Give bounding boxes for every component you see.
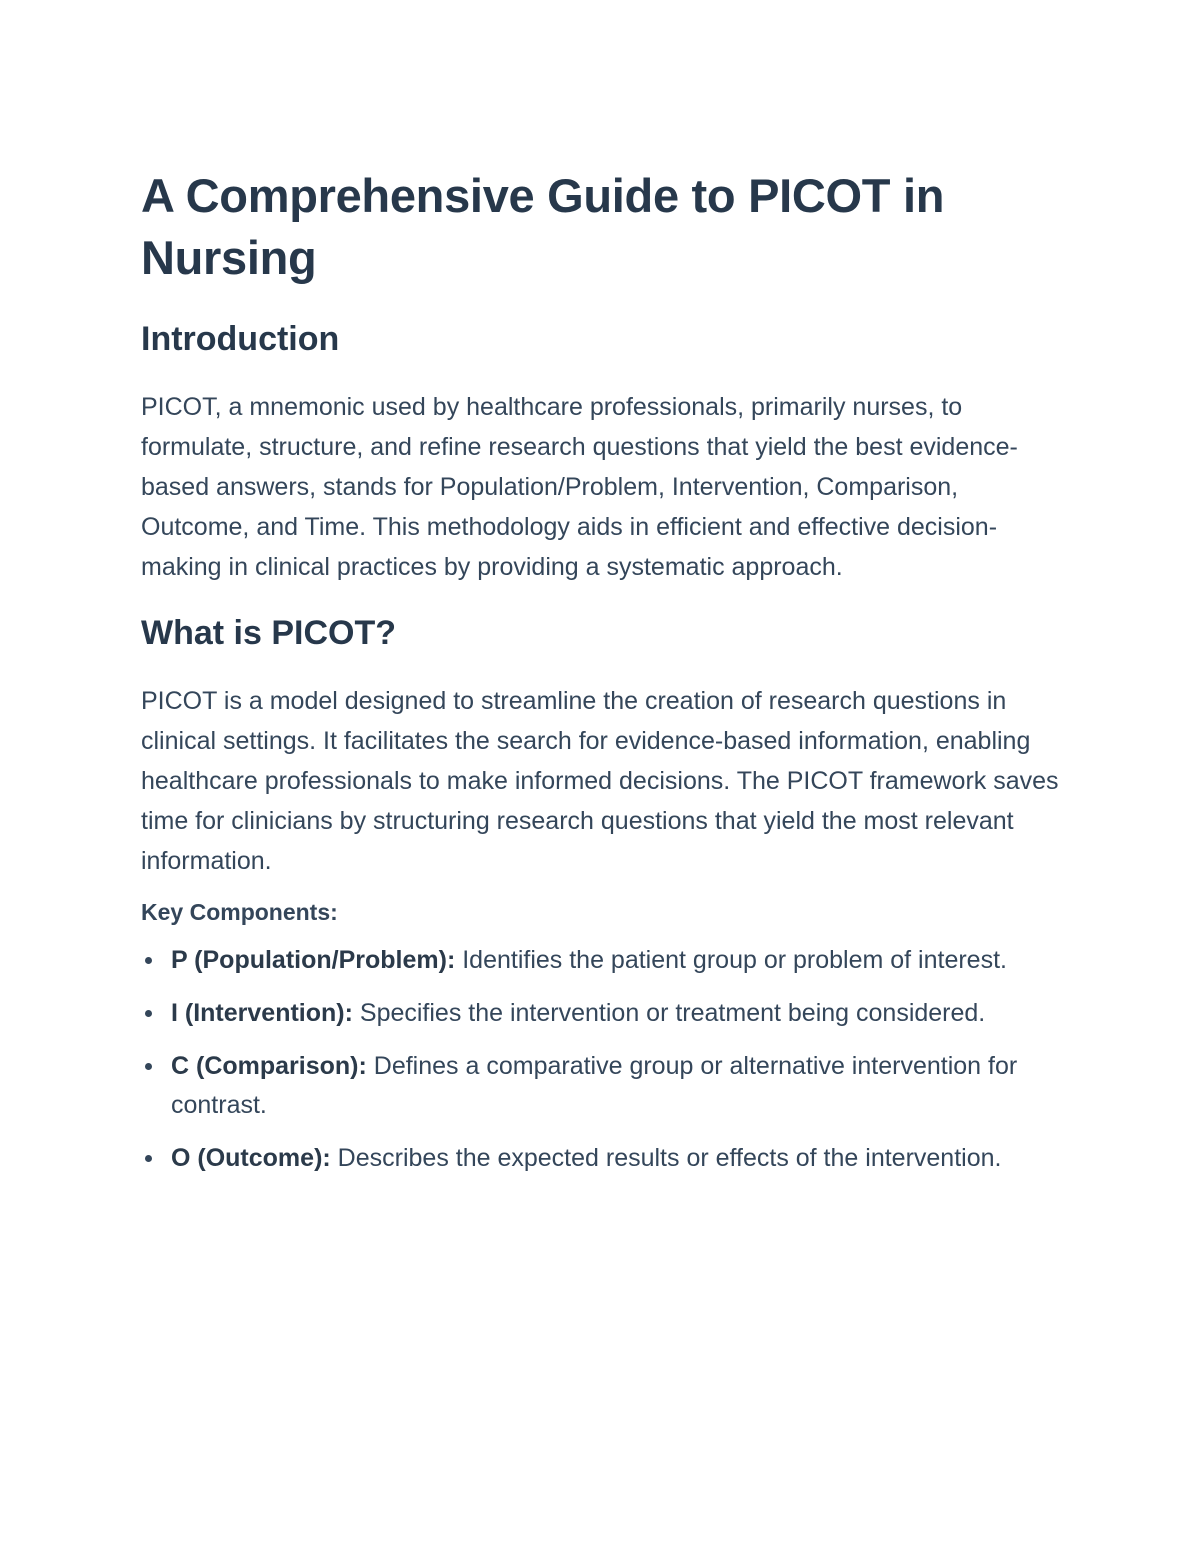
component-term: I (Intervention): [171,999,360,1027]
key-components-label: Key Components: [141,899,338,925]
component-description: Defines a comparative group or alternative intervention for contrast. [171,1052,1018,1119]
bullet-icon [145,1155,152,1162]
bullet-icon [145,1063,152,1070]
list-item-population [141,941,1070,980]
component-description: Specifies the intervention or treatment being considered. [359,999,986,1027]
component-term: P (Population/Problem): [171,946,463,974]
list-item-outcome [141,1139,1070,1178]
introduction-paragraph: PICOT, a mnemonic used by healthcare professionals, primarily nurses, to formulate, structure, and refine research questions that yield the best evidence-based answers, stands for Population/Problem, Intervention, Comparison, Outcome, and Time. This methodology aids in efficient and effective decision-making in clinical practices by providing a systematic approach. [141,393,1018,581]
section-heading-introduction: Introduction [141,320,340,358]
component-term: C (Comparison): [171,1052,374,1080]
key-components-list [141,941,1070,1178]
bullet-icon [145,1010,152,1017]
component-description: Identifies the patient group or problem of interest. [462,946,1007,974]
what-is-picot-paragraph: PICOT is a model designed to streamline the creation of research questions in clinical settings. It facilitates the search for evidence-based information, enabling healthcare professionals to make informed decisions. The PICOT framework saves time for clinicians by structuring research questions that yield the most relevant information. [141,687,1059,875]
section-heading-what-is-picot: What is PICOT? [141,614,396,652]
list-item-intervention [141,994,1070,1033]
component-description: Describes the expected results or effects of the intervention. [337,1144,1002,1172]
page-title: A Comprehensive Guide to PICOT in Nursing [141,169,945,284]
component-term: O (Outcome): [171,1144,338,1172]
list-item-comparison [141,1047,1070,1125]
bullet-icon [145,957,152,964]
